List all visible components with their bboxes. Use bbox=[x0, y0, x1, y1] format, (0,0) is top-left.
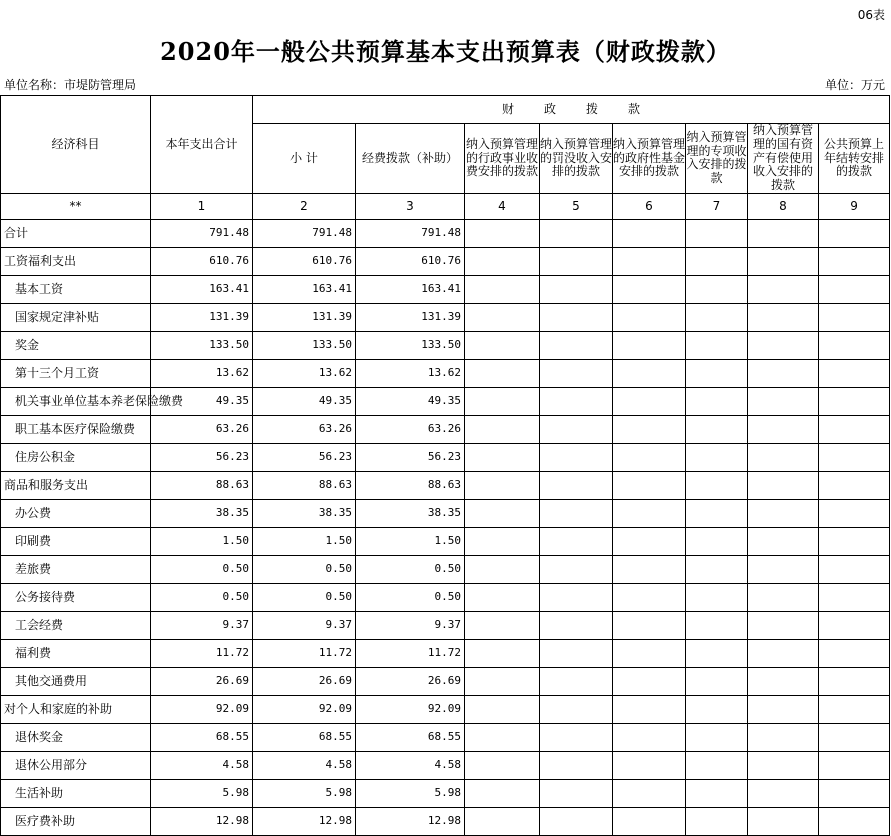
empty-cell bbox=[540, 275, 613, 303]
row-funding: 131.39 bbox=[356, 303, 465, 331]
empty-cell bbox=[613, 275, 686, 303]
empty-cell bbox=[540, 807, 613, 835]
empty-cell bbox=[613, 247, 686, 275]
empty-cell bbox=[686, 443, 748, 471]
empty-cell bbox=[686, 499, 748, 527]
row-subtotal: 133.50 bbox=[253, 331, 356, 359]
row-funding: 5.98 bbox=[356, 779, 465, 807]
empty-cell bbox=[686, 667, 748, 695]
empty-cell bbox=[748, 443, 819, 471]
empty-cell bbox=[613, 359, 686, 387]
row-subtotal: 1.50 bbox=[253, 527, 356, 555]
empty-cell bbox=[748, 247, 819, 275]
empty-cell bbox=[613, 443, 686, 471]
empty-cell bbox=[819, 499, 890, 527]
empty-cell bbox=[748, 639, 819, 667]
empty-cell bbox=[819, 219, 890, 247]
empty-cell bbox=[613, 527, 686, 555]
table-row bbox=[1, 695, 890, 723]
index-row bbox=[1, 193, 890, 219]
empty-cell bbox=[613, 471, 686, 499]
empty-cell bbox=[613, 779, 686, 807]
empty-cell bbox=[819, 275, 890, 303]
row-total: 9.37 bbox=[151, 611, 253, 639]
table-row bbox=[1, 247, 890, 275]
row-subject: 工资福利支出 bbox=[1, 247, 151, 275]
header-subtotal: 小 计 bbox=[253, 124, 356, 194]
empty-cell bbox=[686, 527, 748, 555]
currency-unit: 单位：万元 bbox=[824, 78, 885, 92]
empty-cell bbox=[819, 667, 890, 695]
header-group-finance: 财政拨款 bbox=[253, 96, 890, 124]
table-row bbox=[1, 219, 890, 247]
row-subtotal: 163.41 bbox=[253, 275, 356, 303]
empty-cell bbox=[748, 723, 819, 751]
empty-cell bbox=[465, 443, 540, 471]
empty-cell bbox=[465, 527, 540, 555]
empty-cell bbox=[540, 499, 613, 527]
header-col-7: 纳入预算管理的专项收入安排的拨款 bbox=[686, 124, 748, 194]
empty-cell bbox=[748, 331, 819, 359]
empty-cell bbox=[540, 583, 613, 611]
empty-cell bbox=[686, 415, 748, 443]
row-subject: 工会经费 bbox=[1, 611, 151, 639]
index-cell: 3 bbox=[356, 193, 465, 219]
row-total: 68.55 bbox=[151, 723, 253, 751]
form-number: 06表 bbox=[857, 8, 885, 22]
row-funding: 92.09 bbox=[356, 695, 465, 723]
row-subject: 医疗费补助 bbox=[1, 807, 151, 835]
table-row bbox=[1, 471, 890, 499]
empty-cell bbox=[465, 611, 540, 639]
row-subject: 合计 bbox=[1, 219, 151, 247]
empty-cell bbox=[748, 695, 819, 723]
empty-cell bbox=[465, 471, 540, 499]
empty-cell bbox=[819, 779, 890, 807]
index-cell: 4 bbox=[465, 193, 540, 219]
empty-cell bbox=[819, 303, 890, 331]
empty-cell bbox=[819, 555, 890, 583]
row-subtotal: 11.72 bbox=[253, 639, 356, 667]
row-subtotal: 4.58 bbox=[253, 751, 356, 779]
row-subtotal: 610.76 bbox=[253, 247, 356, 275]
empty-cell bbox=[748, 275, 819, 303]
row-funding: 133.50 bbox=[356, 331, 465, 359]
row-funding: 12.98 bbox=[356, 807, 465, 835]
empty-cell bbox=[613, 387, 686, 415]
row-subject: 福利费 bbox=[1, 639, 151, 667]
header-total: 本年支出合计 bbox=[151, 96, 253, 194]
empty-cell bbox=[540, 611, 613, 639]
empty-cell bbox=[465, 499, 540, 527]
empty-cell bbox=[819, 583, 890, 611]
row-subtotal: 0.50 bbox=[253, 583, 356, 611]
table-row bbox=[1, 583, 890, 611]
empty-cell bbox=[686, 303, 748, 331]
row-total: 791.48 bbox=[151, 219, 253, 247]
index-cell: 9 bbox=[819, 193, 890, 219]
row-total: 5.98 bbox=[151, 779, 253, 807]
empty-cell bbox=[465, 331, 540, 359]
empty-cell bbox=[748, 583, 819, 611]
empty-cell bbox=[540, 415, 613, 443]
table-row bbox=[1, 499, 890, 527]
empty-cell bbox=[465, 639, 540, 667]
table-row bbox=[1, 555, 890, 583]
row-subject: 退休公用部分 bbox=[1, 751, 151, 779]
empty-cell bbox=[748, 471, 819, 499]
index-cell: 8 bbox=[748, 193, 819, 219]
empty-cell bbox=[465, 219, 540, 247]
empty-cell bbox=[465, 387, 540, 415]
empty-cell bbox=[613, 331, 686, 359]
row-subject: 公务接待费 bbox=[1, 583, 151, 611]
empty-cell bbox=[748, 807, 819, 835]
table-row bbox=[1, 723, 890, 751]
row-subtotal: 0.50 bbox=[253, 555, 356, 583]
row-funding: 0.50 bbox=[356, 583, 465, 611]
row-subject: 差旅费 bbox=[1, 555, 151, 583]
row-funding: 56.23 bbox=[356, 443, 465, 471]
table-row bbox=[1, 639, 890, 667]
row-funding: 0.50 bbox=[356, 555, 465, 583]
row-subject: 第十三个月工资 bbox=[1, 359, 151, 387]
row-total: 0.50 bbox=[151, 583, 253, 611]
empty-cell bbox=[748, 387, 819, 415]
empty-cell bbox=[748, 219, 819, 247]
row-total: 1.50 bbox=[151, 527, 253, 555]
table-body bbox=[1, 219, 890, 835]
empty-cell bbox=[748, 555, 819, 583]
table-row bbox=[1, 359, 890, 387]
empty-cell bbox=[613, 751, 686, 779]
table-row bbox=[1, 667, 890, 695]
empty-cell bbox=[819, 723, 890, 751]
empty-cell bbox=[748, 611, 819, 639]
empty-cell bbox=[613, 583, 686, 611]
table-row bbox=[1, 779, 890, 807]
empty-cell bbox=[819, 695, 890, 723]
row-funding: 9.37 bbox=[356, 611, 465, 639]
row-subject: 奖金 bbox=[1, 331, 151, 359]
empty-cell bbox=[686, 275, 748, 303]
empty-cell bbox=[540, 359, 613, 387]
empty-cell bbox=[540, 247, 613, 275]
row-funding: 38.35 bbox=[356, 499, 465, 527]
empty-cell bbox=[540, 303, 613, 331]
row-subtotal: 88.63 bbox=[253, 471, 356, 499]
empty-cell bbox=[748, 779, 819, 807]
row-total: 4.58 bbox=[151, 751, 253, 779]
empty-cell bbox=[613, 667, 686, 695]
empty-cell bbox=[465, 275, 540, 303]
empty-cell bbox=[613, 415, 686, 443]
empty-cell bbox=[748, 499, 819, 527]
empty-cell bbox=[613, 639, 686, 667]
empty-cell bbox=[540, 387, 613, 415]
empty-cell bbox=[686, 331, 748, 359]
empty-cell bbox=[613, 555, 686, 583]
row-subtotal: 12.98 bbox=[253, 807, 356, 835]
row-subject: 国家规定津补贴 bbox=[1, 303, 151, 331]
table-row bbox=[1, 611, 890, 639]
table-row bbox=[1, 807, 890, 835]
row-subject: 对个人和家庭的补助 bbox=[1, 695, 151, 723]
empty-cell bbox=[686, 807, 748, 835]
empty-cell bbox=[748, 415, 819, 443]
index-cell: 2 bbox=[253, 193, 356, 219]
row-funding: 791.48 bbox=[356, 219, 465, 247]
empty-cell bbox=[613, 695, 686, 723]
empty-cell bbox=[613, 499, 686, 527]
row-subtotal: 68.55 bbox=[253, 723, 356, 751]
header-col-6: 纳入预算管理的政府性基金安排的拨款 bbox=[613, 124, 686, 194]
row-funding: 13.62 bbox=[356, 359, 465, 387]
empty-cell bbox=[819, 639, 890, 667]
row-total: 63.26 bbox=[151, 415, 253, 443]
empty-cell bbox=[686, 387, 748, 415]
row-subtotal: 791.48 bbox=[253, 219, 356, 247]
table-row bbox=[1, 303, 890, 331]
row-total: 610.76 bbox=[151, 247, 253, 275]
table-row bbox=[1, 387, 890, 415]
empty-cell bbox=[686, 611, 748, 639]
row-total: 163.41 bbox=[151, 275, 253, 303]
page-title: 2020年一般公共预算基本支出预算表（财政拨款） bbox=[160, 37, 731, 66]
table-row bbox=[1, 751, 890, 779]
empty-cell bbox=[465, 807, 540, 835]
row-subject: 住房公积金 bbox=[1, 443, 151, 471]
empty-cell bbox=[540, 219, 613, 247]
row-funding: 1.50 bbox=[356, 527, 465, 555]
empty-cell bbox=[540, 443, 613, 471]
empty-cell bbox=[748, 359, 819, 387]
empty-cell bbox=[540, 639, 613, 667]
empty-cell bbox=[465, 583, 540, 611]
empty-cell bbox=[686, 583, 748, 611]
row-total: 0.50 bbox=[151, 555, 253, 583]
empty-cell bbox=[819, 443, 890, 471]
row-funding: 4.58 bbox=[356, 751, 465, 779]
row-subject: 商品和服务支出 bbox=[1, 471, 151, 499]
row-funding: 63.26 bbox=[356, 415, 465, 443]
empty-cell bbox=[819, 611, 890, 639]
empty-cell bbox=[819, 359, 890, 387]
empty-cell bbox=[465, 359, 540, 387]
empty-cell bbox=[819, 471, 890, 499]
row-subject: 基本工资 bbox=[1, 275, 151, 303]
row-subtotal: 92.09 bbox=[253, 695, 356, 723]
row-total: 12.98 bbox=[151, 807, 253, 835]
empty-cell bbox=[540, 527, 613, 555]
row-funding: 11.72 bbox=[356, 639, 465, 667]
empty-cell bbox=[540, 331, 613, 359]
table-row bbox=[1, 443, 890, 471]
row-subtotal: 38.35 bbox=[253, 499, 356, 527]
empty-cell bbox=[686, 359, 748, 387]
empty-cell bbox=[540, 471, 613, 499]
empty-cell bbox=[613, 219, 686, 247]
row-total: 92.09 bbox=[151, 695, 253, 723]
row-subtotal: 9.37 bbox=[253, 611, 356, 639]
header-funding: 经费拨款（补助） bbox=[356, 124, 465, 194]
row-funding: 163.41 bbox=[356, 275, 465, 303]
row-subtotal: 26.69 bbox=[253, 667, 356, 695]
row-subject: 其他交通费用 bbox=[1, 667, 151, 695]
header-col-4: 纳入预算管理的行政事业收费安排的拨款 bbox=[465, 124, 540, 194]
row-subtotal: 13.62 bbox=[253, 359, 356, 387]
empty-cell bbox=[465, 723, 540, 751]
row-subject: 生活补助 bbox=[1, 779, 151, 807]
row-funding: 68.55 bbox=[356, 723, 465, 751]
empty-cell bbox=[540, 751, 613, 779]
empty-cell bbox=[465, 303, 540, 331]
table-row bbox=[1, 275, 890, 303]
header-col-8: 纳入预算管理的国有资产有偿使用收入安排的拨款 bbox=[748, 124, 819, 194]
empty-cell bbox=[465, 555, 540, 583]
empty-cell bbox=[686, 555, 748, 583]
empty-cell bbox=[748, 667, 819, 695]
empty-cell bbox=[613, 611, 686, 639]
empty-cell bbox=[819, 807, 890, 835]
empty-cell bbox=[686, 247, 748, 275]
unit-name: 单位名称：市堤防管理局 bbox=[4, 78, 137, 92]
empty-cell bbox=[819, 247, 890, 275]
empty-cell bbox=[540, 555, 613, 583]
header-subject: 经济科目 bbox=[1, 96, 151, 194]
row-subject: 印刷费 bbox=[1, 527, 151, 555]
index-cell: 1 bbox=[151, 193, 253, 219]
row-total: 88.63 bbox=[151, 471, 253, 499]
empty-cell bbox=[540, 667, 613, 695]
empty-cell bbox=[465, 695, 540, 723]
empty-cell bbox=[819, 751, 890, 779]
empty-cell bbox=[613, 723, 686, 751]
row-funding: 610.76 bbox=[356, 247, 465, 275]
empty-cell bbox=[748, 303, 819, 331]
empty-cell bbox=[465, 667, 540, 695]
row-subtotal: 56.23 bbox=[253, 443, 356, 471]
empty-cell bbox=[686, 639, 748, 667]
empty-cell bbox=[819, 415, 890, 443]
empty-cell bbox=[540, 695, 613, 723]
row-subject: 办公费 bbox=[1, 499, 151, 527]
empty-cell bbox=[686, 219, 748, 247]
empty-cell bbox=[748, 751, 819, 779]
empty-cell bbox=[686, 751, 748, 779]
budget-table bbox=[0, 95, 890, 836]
empty-cell bbox=[748, 527, 819, 555]
row-total: 13.62 bbox=[151, 359, 253, 387]
index-cell: 5 bbox=[540, 193, 613, 219]
empty-cell bbox=[686, 695, 748, 723]
row-subject: 退休奖金 bbox=[1, 723, 151, 751]
row-subtotal: 5.98 bbox=[253, 779, 356, 807]
empty-cell bbox=[686, 779, 748, 807]
row-total: 11.72 bbox=[151, 639, 253, 667]
row-funding: 26.69 bbox=[356, 667, 465, 695]
empty-cell bbox=[540, 723, 613, 751]
row-total: 133.50 bbox=[151, 331, 253, 359]
empty-cell bbox=[540, 779, 613, 807]
row-subject: 机关事业单位基本养老保险缴费 bbox=[1, 387, 151, 415]
empty-cell bbox=[819, 331, 890, 359]
row-funding: 88.63 bbox=[356, 471, 465, 499]
row-total: 56.23 bbox=[151, 443, 253, 471]
empty-cell bbox=[465, 247, 540, 275]
row-total: 26.69 bbox=[151, 667, 253, 695]
empty-cell bbox=[686, 471, 748, 499]
empty-cell bbox=[465, 779, 540, 807]
row-subtotal: 49.35 bbox=[253, 387, 356, 415]
row-funding: 49.35 bbox=[356, 387, 465, 415]
row-total: 38.35 bbox=[151, 499, 253, 527]
row-subtotal: 63.26 bbox=[253, 415, 356, 443]
empty-cell bbox=[819, 527, 890, 555]
row-subtotal: 131.39 bbox=[253, 303, 356, 331]
index-cell: ** bbox=[1, 193, 151, 219]
index-cell: 7 bbox=[686, 193, 748, 219]
empty-cell bbox=[819, 387, 890, 415]
table-row bbox=[1, 527, 890, 555]
header-col-5: 纳入预算管理的罚没收入安排的拨款 bbox=[540, 124, 613, 194]
empty-cell bbox=[465, 415, 540, 443]
empty-cell bbox=[686, 723, 748, 751]
empty-cell bbox=[613, 303, 686, 331]
table-row bbox=[1, 415, 890, 443]
row-total: 131.39 bbox=[151, 303, 253, 331]
index-cell: 6 bbox=[613, 193, 686, 219]
empty-cell bbox=[465, 751, 540, 779]
row-total: 49.35 bbox=[151, 387, 253, 415]
header-col-9: 公共预算上年结转安排的拨款 bbox=[819, 124, 890, 194]
table-row bbox=[1, 331, 890, 359]
empty-cell bbox=[613, 807, 686, 835]
row-subject: 职工基本医疗保险缴费 bbox=[1, 415, 151, 443]
